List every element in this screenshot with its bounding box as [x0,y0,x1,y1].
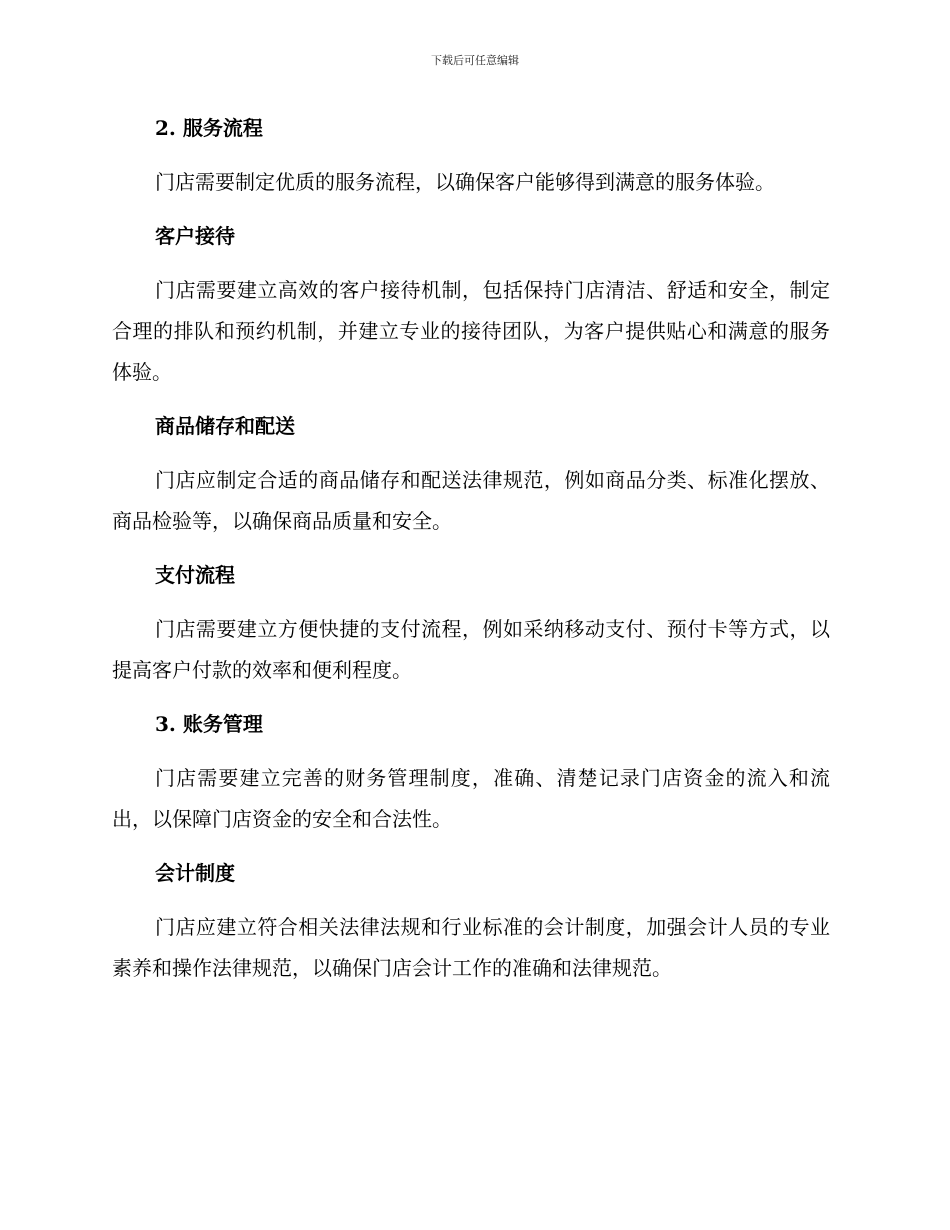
section-paragraph-service-process: 门店需要制定优质的服务流程，以确保客户能够得到满意的服务体验。 [155,170,775,194]
document-body [112,108,830,989]
section-paragraph-account-management: 门店需要建立完善的财务管理制度，准确、清楚记录门店资金的流入和流出，以保障门店资金的安全和合法性。 [112,766,830,831]
section-heading-account-management: 3. 账务管理 [155,712,263,736]
section-heading-storage-delivery: 商品储存和配送 [155,414,295,438]
section-heading-payment-process: 支付流程 [155,563,235,587]
section-paragraph-accounting-system: 门店应建立符合相关法律法规和行业标准的会计制度，加强会计人员的专业素养和操作法律规范，以确保门店会计工作的准确和法律规范。 [112,915,830,980]
section-heading-service-process: 2. 服务流程 [155,116,263,140]
page-header: 下载后可任意编辑 [431,54,519,67]
section-heading-accounting-system: 会计制度 [155,861,235,885]
section-paragraph-storage-delivery: 门店应制定合适的商品储存和配送法律规范，例如商品分类、标准化摆放、商品检验等，以确保商品质量和安全。 [112,468,830,533]
section-paragraph-customer-reception: 门店需要建立高效的客户接待机制，包括保持门店清洁、舒适和安全，制定合理的排队和预约机制，并建立专业的接待团队，为客户提供贴心和满意的服务体验。 [112,278,830,384]
section-paragraph-payment-process: 门店需要建立方便快捷的支付流程，例如采纳移动支付、预付卡等方式，以提高客户付款的效率和便利程度。 [112,617,830,682]
section-heading-customer-reception: 客户接待 [155,224,235,248]
